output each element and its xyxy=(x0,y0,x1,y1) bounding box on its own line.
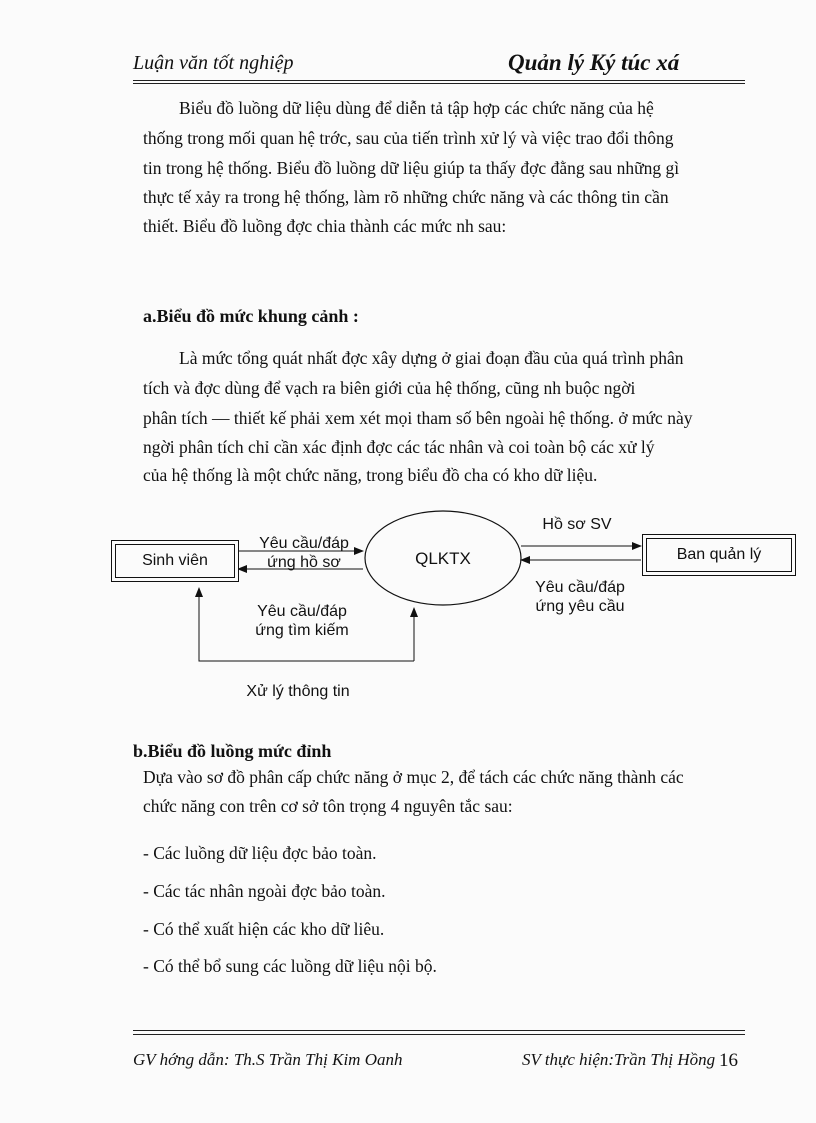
intro-line: thống trong mối quan hệ trớc, sau của tiến trình xử lý và việc trao đổi thông xyxy=(143,128,674,148)
footer-supervisor: GV hớng dẫn: Th.S Trần Thị Kim Oanh xyxy=(133,1050,403,1069)
section-a-line: Là mức tổng quát nhất đợc xây dựng ở giai đoạn đầu của quá trình phân xyxy=(179,348,684,368)
footer-rule xyxy=(133,1030,745,1031)
section-a-line: của hệ thống là một chức năng, trong biểu đồ cha có kho dữ liệu. xyxy=(143,465,598,485)
entity-management-label: Ban quản lý xyxy=(646,538,792,572)
section-a-heading: a.Biểu đồ mức khung cảnh : xyxy=(143,306,359,326)
header-thesis-label: Luận văn tốt nghiệp xyxy=(133,52,294,74)
diagram-caption: Xử lý thông tin xyxy=(246,683,350,700)
section-a-line: phân tích — thiết kế phải xem xét mọi tham số bên ngoài hệ thống. ở mức này xyxy=(143,408,693,428)
flow-label-line: Yêu cầu/đáp xyxy=(257,603,347,620)
entity-student xyxy=(111,540,239,582)
flow-label-line: Yêu cầu/đáp xyxy=(259,535,349,552)
flow-label-request-response xyxy=(525,578,635,616)
process-label: QLKTX xyxy=(415,549,471,568)
intro-line: tin trong hệ thống. Biểu đồ luồng dữ liệu giúp ta thấy đợc đằng sau những gì xyxy=(143,158,680,178)
footer-rule-2 xyxy=(133,1034,745,1035)
section-a-line: tích và đợc dùng để vạch ra biên giới của hệ thống, cũng nh buộc ngời xyxy=(143,378,636,398)
page-number: 16 xyxy=(719,1050,738,1071)
intro-line: thực tế xảy ra trong hệ thống, làm rõ những chức năng và các thông tin cần xyxy=(143,187,669,207)
intro-line: Biểu đồ luồng dữ liệu dùng để diễn tả tập hợp các chức năng của hệ xyxy=(179,98,654,118)
entity-management xyxy=(642,534,796,576)
section-b-line: Dựa vào sơ đồ phân cấp chức năng ở mục 2, để tách các chức năng thành các xyxy=(143,767,684,787)
flow-label-student-profile: Hồ sơ SV xyxy=(542,516,612,533)
section-b-heading: b.Biểu đồ luồng mức đỉnh xyxy=(133,741,332,761)
flow-label-line: ứng hồ sơ xyxy=(267,554,341,571)
flow-label-line: Yêu cầu/đáp xyxy=(535,579,625,596)
list-item: - Các tác nhân ngoài đợc bảo toàn. xyxy=(143,881,386,901)
list-item: - Có thể xuất hiện các kho dữ liêu. xyxy=(143,919,385,939)
flow-label-line: ứng tìm kiếm xyxy=(255,622,349,639)
list-item: - Có thể bổ sung các luồng dữ liệu nội bộ. xyxy=(143,956,437,976)
list-item: - Các luồng dữ liệu đợc bảo toàn. xyxy=(143,843,377,863)
flow-label-search xyxy=(240,602,364,640)
flow-label-line: ứng yêu cầu xyxy=(535,598,625,615)
section-b-line: chức năng con trên cơ sở tôn trọng 4 nguyên tắc sau: xyxy=(143,796,513,816)
section-a-line: ngời phân tích chỉ cần xác định đợc các tác nhân và coi toàn bộ các xử lý xyxy=(143,437,655,457)
header-title: Quản lý Ký túc xá xyxy=(508,50,680,75)
intro-line: thiết. Biểu đồ luồng đợc chia thành các mức nh sau: xyxy=(143,216,507,236)
footer-student: SV thực hiện:Trần Thị Hồng xyxy=(522,1050,716,1069)
flow-label-request-profile xyxy=(245,534,363,572)
entity-student-label: Sinh viên xyxy=(115,544,235,578)
